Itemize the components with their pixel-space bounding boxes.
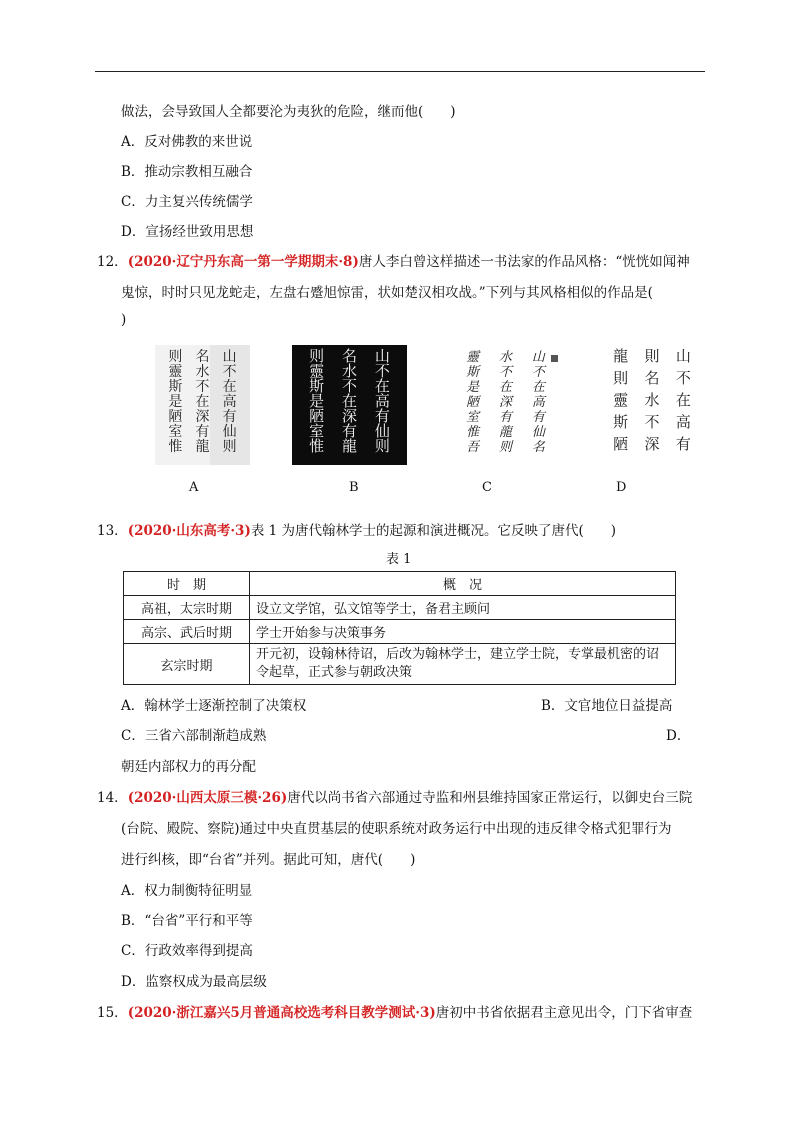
calligraphy-char: 不 <box>531 365 545 380</box>
calligraphy-char: 深 <box>195 409 210 425</box>
calligraphy-char: 山 <box>222 349 237 365</box>
calligraphy-char: 則 <box>644 347 660 365</box>
caption-b: B <box>349 480 359 495</box>
calligraphy-char: 惟 <box>309 437 325 455</box>
prev-question-tail: 做法，会导致国人全都要沦为夷狄的危险，继而他( ) <box>121 104 456 120</box>
calligraphy-char: 深 <box>341 407 358 425</box>
prev-option-c: C．力主复兴传统儒学 <box>121 194 253 210</box>
table-row <box>124 620 676 644</box>
calligraphy-char: 则 <box>168 349 183 365</box>
calligraphy-char: 斯 <box>309 377 325 395</box>
calligraphy-char: 水 <box>644 391 660 409</box>
question-source: (2020·山西太原三模·26) <box>127 790 288 806</box>
calligraphy-char: 仙 <box>531 425 545 440</box>
calligraphy-char: 山 <box>675 347 691 365</box>
calligraphy-char: 龍 <box>613 347 629 365</box>
q13-option-d-text: 朝廷内部权力的再分配 <box>121 759 256 775</box>
calligraphy-char: 不 <box>222 364 237 380</box>
question-source: (2020·浙江嘉兴5月普通高校选考科目教学测试·3) <box>127 1005 436 1021</box>
calligraphy-char: 水 <box>195 364 210 380</box>
calligraphy-char: 有 <box>195 424 210 440</box>
question-12-line3: ) <box>121 312 127 328</box>
q14-option-b: B．“台省”平行和平等 <box>121 913 253 929</box>
question-number: 12． <box>97 254 128 270</box>
calligraphy-char: 室 <box>168 424 183 440</box>
calligraphy-char: 龍 <box>498 425 513 440</box>
calligraphy-char: 不 <box>341 377 358 395</box>
q14-option-a: A．权力制衡特征明显 <box>121 883 253 899</box>
calligraphy-char: 在 <box>498 380 513 395</box>
evolution-table <box>123 571 676 685</box>
question-number: 13． <box>97 523 128 539</box>
cell-overview: 学士开始参与决策事务 <box>250 620 676 644</box>
calligraphy-char: 则 <box>222 439 237 455</box>
calligraphy-char: 有 <box>222 409 237 425</box>
calligraphy-char: 在 <box>222 379 237 395</box>
caption-d: D <box>616 480 627 495</box>
question-14-line2: (台院、殿院、察院)通过中央直贯基层的使职系统对政务运行中出现的违反律令格式犯罪行为 <box>121 821 672 837</box>
calligraphy-char: 则 <box>309 347 325 365</box>
calligraphy-char: 在 <box>341 392 358 410</box>
cell-overview: 开元初，设翰林待诏，后改为翰林学士，建立学士院，专掌最机密的诏令起草，正式参与朝政决策 <box>250 644 676 685</box>
calligraphy-char: 斯 <box>613 413 629 431</box>
cell-overview: 设立文学馆，弘文馆等学士，备君主顾问 <box>250 596 676 620</box>
calligraphy-char: 惟 <box>168 439 183 455</box>
calligraphy-char: 龍 <box>341 437 358 455</box>
calligraphy-char: 名 <box>644 369 660 387</box>
calligraphy-char: 有 <box>498 410 513 425</box>
calligraphy-char: 山 <box>531 350 545 365</box>
table-title: 表 1 <box>386 552 412 567</box>
calligraphy-char: 有 <box>341 422 358 440</box>
header-overview: 概 况 <box>250 572 676 596</box>
table-row <box>124 596 676 620</box>
calligraphy-char: 是 <box>168 394 183 410</box>
prev-option-a: A．反对佛教的来世说 <box>121 134 253 150</box>
calligraphy-char: 在 <box>374 377 390 395</box>
q13-option-c: C．三省六部制渐趋成熟 <box>121 728 267 744</box>
calligraphy-char: 名 <box>195 349 210 365</box>
question-source: (2020·辽宁丹东高一第一学期期末·8) <box>127 254 359 270</box>
calligraphy-char: 則 <box>613 369 629 387</box>
cell-period: 高宗、武后时期 <box>124 620 250 644</box>
calligraphy-image-a <box>155 345 250 465</box>
question-14 <box>97 786 692 806</box>
caption-c: C <box>482 480 492 495</box>
q13-option-b: B．文官地位日益提高 <box>541 698 673 714</box>
calligraphy-char: 陋 <box>466 395 480 410</box>
question-number: 14． <box>97 790 128 806</box>
calligraphy-char: 靈 <box>466 350 480 365</box>
calligraphy-char: 则 <box>374 437 390 455</box>
prev-option-d: D．宣扬经世致用思想 <box>121 224 254 240</box>
question-12 <box>97 250 690 270</box>
prev-option-b: B．推动宗教相互融合 <box>121 164 253 180</box>
header-period: 时 期 <box>124 572 250 596</box>
calligraphy-char: 不 <box>498 365 513 380</box>
cell-period: 玄宗时期 <box>124 644 250 685</box>
calligraphy-char: 有 <box>374 407 390 425</box>
calligraphy-char: 不 <box>675 369 691 387</box>
calligraphy-char: 陋 <box>309 407 325 425</box>
calligraphy-char: 陋 <box>613 435 629 453</box>
cell-period: 高祖，太宗时期 <box>124 596 250 620</box>
calligraphy-char: 名 <box>531 440 545 455</box>
calligraphy-char: 室 <box>309 422 325 440</box>
calligraphy-char: 陋 <box>168 409 183 425</box>
calligraphy-char: 深 <box>644 435 660 453</box>
calligraphy-image-d <box>597 345 707 465</box>
question-text: 唐初中书省依据君主意见出令，门下省审查 <box>435 1005 693 1021</box>
question-15 <box>97 1001 692 1021</box>
calligraphy-char: 高 <box>675 413 691 431</box>
caption-a: A <box>189 480 199 495</box>
table-row <box>124 644 676 685</box>
calligraphy-char: 是 <box>309 392 325 410</box>
q13-option-a: A．翰林学士逐渐控制了决策权 <box>121 698 307 714</box>
question-13 <box>97 519 616 539</box>
calligraphy-char: 吾 <box>466 440 480 455</box>
calligraphy-char: 不 <box>195 379 210 395</box>
calligraphy-char: 龍 <box>195 439 210 455</box>
calligraphy-char: 室 <box>466 410 480 425</box>
calligraphy-char: 靈 <box>168 364 183 380</box>
calligraphy-char: 在 <box>531 380 545 395</box>
calligraphy-char: 在 <box>675 391 691 409</box>
calligraphy-image-c <box>448 345 563 465</box>
question-source: (2020·山东高考·3) <box>127 523 251 539</box>
question-text: 唐代以尚书省六部通过寺监和州县维持国家正常运行，以御史台三院 <box>287 790 693 806</box>
header-rule <box>95 71 705 72</box>
calligraphy-char: 深 <box>498 395 513 410</box>
calligraphy-char: 山 <box>374 347 390 365</box>
calligraphy-char: 仙 <box>374 422 390 440</box>
calligraphy-char: 惟 <box>466 425 480 440</box>
calligraphy-char: 靈 <box>309 362 325 380</box>
question-number: 15． <box>97 1005 128 1021</box>
calligraphy-char: 高 <box>531 395 545 410</box>
calligraphy-char: 斯 <box>168 379 183 395</box>
calligraphy-char: 不 <box>644 413 660 431</box>
q14-option-c: C．行政效率得到提高 <box>121 943 253 959</box>
calligraphy-char: 有 <box>675 435 691 453</box>
question-text: 表 1 为唐代翰林学士的起源和演进概况。它反映了唐代( ) <box>250 523 617 539</box>
calligraphy-char: 名 <box>341 347 358 365</box>
q13-option-d-label: D． <box>666 728 691 744</box>
calligraphy-char: 有 <box>531 410 545 425</box>
question-14-line3: 进行纠核，即“台省”并列。据此可知，唐代( ) <box>121 852 416 868</box>
calligraphy-char: 水 <box>341 362 358 380</box>
calligraphy-char: 是 <box>466 380 480 395</box>
calligraphy-char: 靈 <box>613 391 629 409</box>
calligraphy-char: 斯 <box>466 365 480 380</box>
table-header-row <box>124 572 676 596</box>
calligraphy-char: 仙 <box>222 424 237 440</box>
calligraphy-image-b <box>292 345 407 465</box>
question-12-line2: 鬼惊，时时只见龙蛇走，左盘右蹙旭惊雷，状如楚汉相攻战。”下列与其风格相似的作品是( <box>121 285 653 301</box>
question-text: 唐人李白曾这样描述一书法家的作品风格：“恍恍如闻神 <box>358 254 690 270</box>
calligraphy-char: 高 <box>374 392 390 410</box>
calligraphy-char: 则 <box>498 440 513 455</box>
calligraphy-char: 高 <box>222 394 237 410</box>
calligraphy-char: 不 <box>374 362 390 380</box>
q14-option-d: D．监察权成为最高层级 <box>121 974 267 990</box>
calligraphy-char: 水 <box>498 350 513 365</box>
calligraphy-char: 在 <box>195 394 210 410</box>
